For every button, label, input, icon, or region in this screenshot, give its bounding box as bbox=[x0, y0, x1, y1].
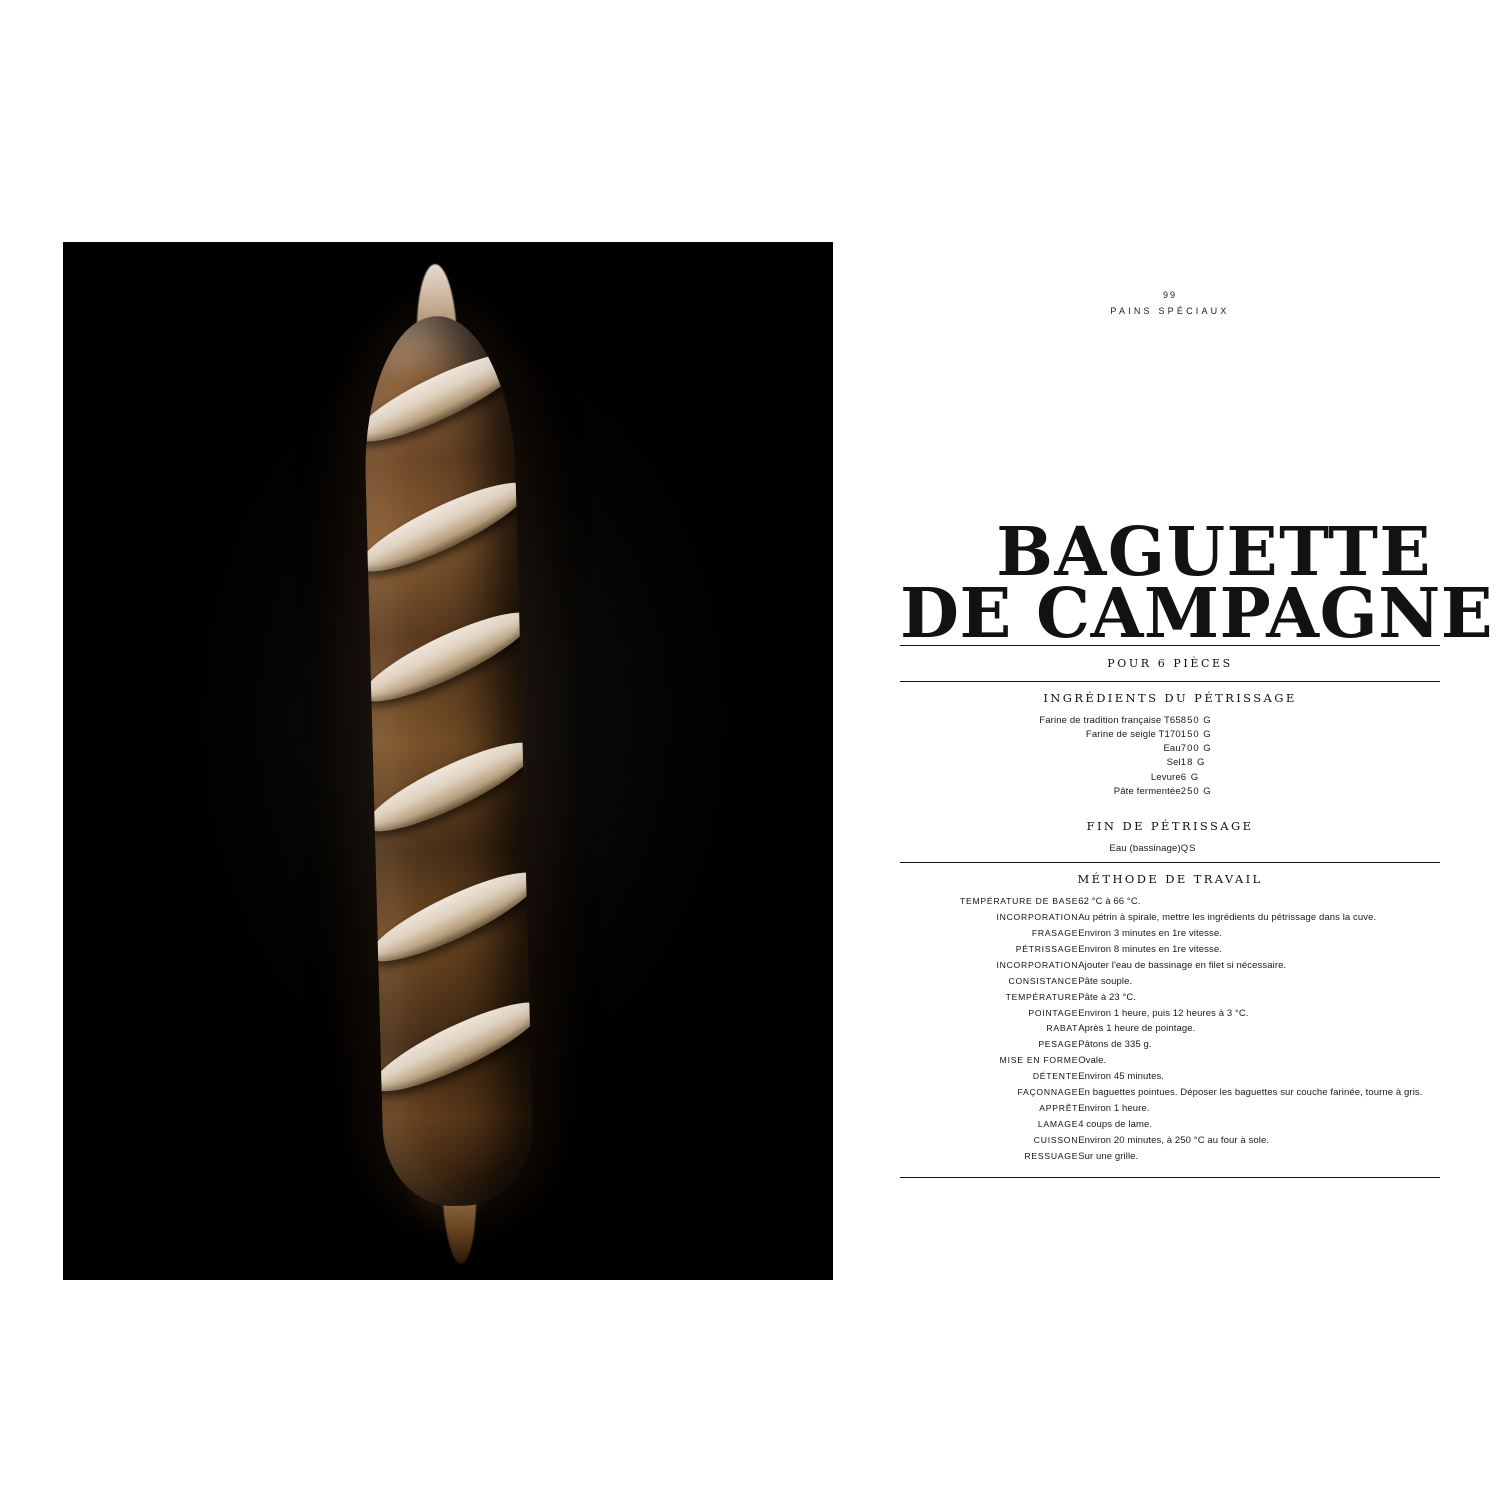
table-row bbox=[900, 1069, 1440, 1085]
method-label: RABAT bbox=[1046, 1023, 1079, 1034]
end-kneading-heading: FIN DE PÉTRISSAGE bbox=[1086, 819, 1254, 834]
bread-slash bbox=[361, 728, 534, 846]
method-label: CONSISTANCE bbox=[1008, 975, 1079, 986]
table-row bbox=[900, 1117, 1440, 1133]
section-label: PAINS SPÉCIAUX bbox=[1110, 306, 1230, 316]
method-value: Environ 1 heure. bbox=[1078, 1102, 1150, 1114]
ingredient-name: Eau bbox=[1163, 743, 1181, 755]
table-row bbox=[900, 756, 1440, 770]
method-value: 4 coups de lame. bbox=[1078, 1118, 1153, 1130]
bread-slash bbox=[365, 988, 535, 1106]
bread-slash-mask bbox=[361, 314, 534, 1208]
method-value: Au pétrin à spirale, mettre les ingrédients du pétrissage dans la cuve. bbox=[1078, 912, 1377, 924]
table-row bbox=[900, 958, 1440, 974]
method-label: DÉTENTE bbox=[1032, 1071, 1079, 1082]
baguette-de-campagne-image bbox=[361, 314, 534, 1208]
method-label: TEMPÉRATURE bbox=[1005, 991, 1079, 1002]
spacer bbox=[900, 1165, 1440, 1177]
method-table bbox=[900, 894, 1440, 1164]
method-label: POINTAGE bbox=[1028, 1007, 1079, 1018]
method-value: 62 °C à 66 °C. bbox=[1078, 896, 1141, 908]
ingredient-qty: 250 G bbox=[1180, 785, 1212, 797]
method-label: FRASAGE bbox=[1031, 927, 1079, 938]
ingredient-qty: 850 G bbox=[1180, 714, 1212, 726]
title-line-2: DE CAMPAGNE bbox=[900, 573, 1494, 654]
end-kneading-body bbox=[900, 841, 1440, 855]
table-row bbox=[900, 1133, 1440, 1149]
table-row bbox=[900, 1054, 1440, 1070]
table-row bbox=[900, 926, 1440, 942]
method-value: Sur une grille. bbox=[1078, 1150, 1139, 1162]
divider-bottom bbox=[900, 1177, 1440, 1178]
bread-slash bbox=[361, 598, 534, 716]
page-title bbox=[900, 512, 1494, 654]
ingredients-heading: INGRÉDIENTS DU PÉTRISSAGE bbox=[1043, 691, 1297, 706]
table-row bbox=[900, 1006, 1440, 1022]
method-label: APPRÊT bbox=[1039, 1102, 1079, 1113]
method-label: CUISSON bbox=[1033, 1134, 1079, 1145]
ingredients-body bbox=[900, 713, 1440, 798]
method-value: Pâte à 23 °C. bbox=[1078, 991, 1137, 1003]
method-value: En baguettes pointues. Déposer les baguettes sur couche farinée, tourne à gris. bbox=[1078, 1087, 1423, 1099]
method-value: Pâtons de 335 g. bbox=[1078, 1039, 1152, 1051]
method-label: PESAGE bbox=[1038, 1039, 1079, 1050]
method-value: Après 1 heure de pointage. bbox=[1078, 1023, 1196, 1035]
method-value: Environ 8 minutes en 1re vitesse. bbox=[1078, 943, 1222, 955]
table-row bbox=[900, 713, 1440, 727]
table-row bbox=[900, 1149, 1440, 1165]
ingredient-name: Levure bbox=[1150, 771, 1181, 783]
table-row bbox=[900, 1085, 1440, 1101]
table-row bbox=[900, 727, 1440, 741]
table-row bbox=[900, 841, 1440, 855]
ingredient-qty: QS bbox=[1180, 842, 1197, 854]
bread-slash bbox=[361, 468, 534, 586]
method-label: MISE EN FORME bbox=[999, 1055, 1079, 1066]
method-heading: MÉTHODE DE TRAVAIL bbox=[1077, 872, 1263, 887]
method-value: Environ 1 heure, puis 12 heures à 3 °C. bbox=[1078, 1007, 1249, 1019]
photo-background bbox=[63, 242, 833, 1280]
ingredient-qty: 700 G bbox=[1180, 743, 1212, 755]
method-label: FAÇONNAGE bbox=[1017, 1087, 1079, 1098]
table-row bbox=[900, 1022, 1440, 1038]
method-label: INCORPORATION bbox=[996, 959, 1079, 970]
folio bbox=[900, 290, 1440, 316]
method-label: INCORPORATION bbox=[996, 912, 1079, 923]
recipe-text-page bbox=[900, 242, 1494, 1280]
spacer bbox=[900, 855, 1440, 862]
ingredient-qty: 18 G bbox=[1180, 757, 1206, 769]
method-label: RESSUAGE bbox=[1024, 1150, 1079, 1161]
table-row bbox=[900, 974, 1440, 990]
table-row bbox=[900, 742, 1440, 756]
yield-label: POUR 6 PIÈCES bbox=[1107, 657, 1233, 671]
ingredient-name: Eau (bassinage) bbox=[1109, 842, 1181, 854]
bread-slash bbox=[361, 858, 534, 976]
page-number: 99 bbox=[1162, 290, 1177, 300]
method-label: TEMPÉRATURE DE BASE bbox=[959, 896, 1079, 907]
table-row bbox=[900, 1101, 1440, 1117]
method-value: Environ 45 minutes. bbox=[1078, 1071, 1165, 1083]
bread-slash bbox=[361, 338, 533, 456]
table-row bbox=[900, 770, 1440, 784]
spacer bbox=[900, 798, 1440, 810]
method-value: Environ 20 minutes, à 250 °C au four à sole. bbox=[1078, 1134, 1270, 1146]
method-label: PÉTRISSAGE bbox=[1015, 943, 1079, 954]
ingredient-qty: 6 G bbox=[1180, 771, 1200, 783]
method-value: Ovale. bbox=[1078, 1055, 1107, 1067]
ingredient-name: Farine de tradition française T65 bbox=[1039, 714, 1181, 726]
ingredient-name: Sel bbox=[1166, 757, 1181, 769]
title-line-1: BAGUETTE bbox=[996, 512, 1432, 591]
method-value: Ajouter l'eau de bassinage en filet si nécessaire. bbox=[1078, 959, 1287, 971]
ingredient-name: Pâte fermentée bbox=[1113, 785, 1181, 797]
method-value: Environ 3 minutes en 1re vitesse. bbox=[1078, 927, 1222, 939]
table-row bbox=[900, 942, 1440, 958]
ingredients-table bbox=[900, 713, 1440, 798]
table-row bbox=[900, 990, 1440, 1006]
table-row bbox=[900, 894, 1440, 910]
table-row bbox=[900, 784, 1440, 798]
table-row bbox=[900, 910, 1440, 926]
method-label: LAMAGE bbox=[1037, 1118, 1079, 1129]
end-kneading-table bbox=[900, 841, 1440, 855]
recipe-photo-page bbox=[63, 242, 833, 1280]
method-body bbox=[900, 894, 1440, 1164]
table-row bbox=[900, 1038, 1440, 1054]
method-value: Pâte souple. bbox=[1078, 975, 1133, 987]
ingredient-name: Farine de seigle T170 bbox=[1085, 728, 1181, 740]
ingredient-qty: 150 G bbox=[1180, 728, 1212, 740]
